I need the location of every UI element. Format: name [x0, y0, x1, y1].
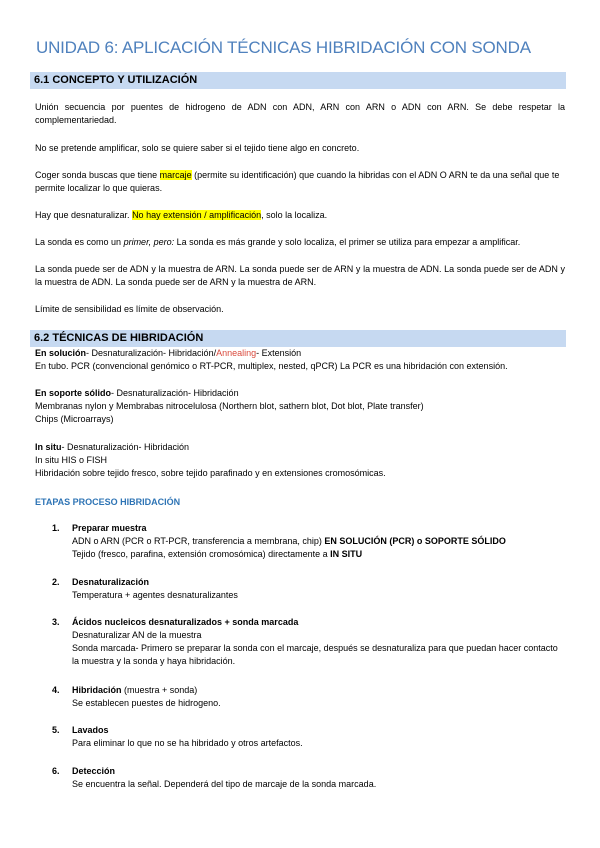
- text: Se encuentra la señal. Dependerá del tipo de marcaje de la sonda marcada.: [72, 779, 377, 789]
- text: , solo la localiza.: [261, 210, 328, 220]
- step-title: Lavados: [72, 725, 109, 735]
- text-red: Annealing: [216, 348, 257, 358]
- step-title: Hibridación: [72, 685, 122, 695]
- label: In situ: [35, 442, 62, 452]
- text: - Desnaturalización- Hibridación: [111, 388, 239, 398]
- step-number: 4.: [52, 685, 60, 695]
- paragraph-union: Unión secuencia por puentes de hidrogeno de ADN con ADN, ARN con ARN o ADN con ARN. Se debe respetar la complementariedad.: [35, 102, 565, 125]
- step-title: Ácidos nucleicos desnaturalizados + sonda marcada: [72, 617, 299, 627]
- step-number: 2.: [52, 577, 60, 587]
- text: Desnaturalizar AN de la muestra: [72, 630, 202, 640]
- step-item: [52, 616, 562, 668]
- text: - Extensión: [256, 348, 302, 358]
- text: ADN o ARN (PCR o RT-PCR, transferencia a membrana, chip): [72, 536, 325, 546]
- paragraph-desnaturalizar: [35, 209, 565, 222]
- text: La sonda es más grande y solo localiza, el primer se utiliza para empezar a amplificar.: [174, 237, 521, 247]
- text: Temperatura + agentes desnaturalizantes: [72, 590, 238, 600]
- highlight-no-extension: No hay extensión / amplificación: [132, 210, 262, 220]
- step-title: Desnaturalización: [72, 577, 150, 587]
- text: (permite su identificación) que cuando la hibridas con el ADN O ARN te da una señal que te permite localizar lo que quieras.: [35, 170, 560, 193]
- tecnica-soporte-solido: [35, 387, 565, 426]
- step-item: [52, 522, 562, 561]
- text: Tejido (fresco, parafina, extensión cromosómica) directamente a: [72, 549, 331, 559]
- step-item: [52, 684, 562, 710]
- text: Hibridación sobre tejido fresco, sobre tejido parafinado y en extensiones cromosómicas.: [35, 468, 386, 478]
- paragraph-limite: Límite de sensibilidad es límite de observación.: [35, 304, 224, 314]
- text: In situ HIS o FISH: [35, 455, 108, 465]
- step-number: 1.: [52, 523, 60, 533]
- step-number: 5.: [52, 725, 60, 735]
- text: (muestra + sonda): [121, 685, 198, 695]
- text: En tubo. PCR (convencional genómico o RT-PCR, multiplex, nested, qPCR) La PCR es una hibridación con extensión.: [35, 361, 508, 371]
- label: En soporte sólido: [35, 388, 112, 398]
- section-heading-tecnicas: 6.2 TÉCNICAS DE HIBRIDACIÓN: [30, 330, 566, 347]
- text-bold: EN SOLUCIÓN (PCR) o SOPORTE SÓLIDO: [324, 536, 506, 546]
- text: Coger sonda buscas que tiene: [35, 170, 160, 180]
- text: Se establecen puestes de hidrogeno.: [72, 698, 221, 708]
- text-italic: primer, pero:: [123, 237, 175, 247]
- etapas-heading: ETAPAS PROCESO HIBRIDACIÓN: [35, 497, 181, 507]
- text: Para eliminar lo que no se ha hibridado y otros artefactos.: [72, 738, 303, 748]
- tecnica-in-situ: [35, 441, 565, 480]
- text: Sonda marcada- Primero se preparar la sonda con el marcaje, después se desnaturaliza para que puedan hacer contacto la muestra y la sonda y haya hibridación.: [72, 643, 558, 666]
- step-item: [52, 576, 562, 602]
- step-number: 3.: [52, 617, 60, 627]
- highlight-marcaje: marcaje: [159, 170, 192, 180]
- text: - Desnaturalización- Hibridación: [61, 442, 190, 452]
- page-title: UNIDAD 6: APLICACIÓN TÉCNICAS HIBRIDACIÓN CON SONDA: [36, 38, 531, 57]
- text: Membranas nylon y Membrabas nitrocelulosa (Northern blot, sathern blot, Dot blot, Plate transfer): [35, 401, 424, 411]
- step-title: Preparar muestra: [72, 523, 147, 533]
- section-heading-concepto: 6.1 CONCEPTO Y UTILIZACIÓN: [30, 72, 566, 89]
- paragraph-amplificar: No se pretende amplificar, solo se quiere saber si el tejido tiene algo en concreto.: [35, 143, 360, 153]
- text: La sonda es como un: [35, 237, 124, 247]
- paragraph-sonda-marcaje: [35, 169, 565, 195]
- tecnica-en-solucion: [35, 347, 565, 373]
- paragraph-primer: [35, 236, 565, 249]
- label: En solución: [35, 348, 87, 358]
- text-bold: IN SITU: [330, 549, 363, 559]
- paragraph-tipos-sonda: La sonda puede ser de ADN y la muestra de ARN. La sonda puede ser de ARN y la muestra de ADN. La sonda puede ser de ADN y la muestra de ADN. La sonda puede ser de ARN y la muestra de ARN.: [35, 264, 565, 287]
- step-item: [52, 724, 562, 750]
- text: - Desnaturalización- Hibridación/: [86, 348, 217, 358]
- step-title: Detección: [72, 766, 116, 776]
- text: Hay que desnaturalizar.: [35, 210, 133, 220]
- step-item: [52, 765, 562, 791]
- step-number: 6.: [52, 766, 60, 776]
- text: Chips (Microarrays): [35, 414, 114, 424]
